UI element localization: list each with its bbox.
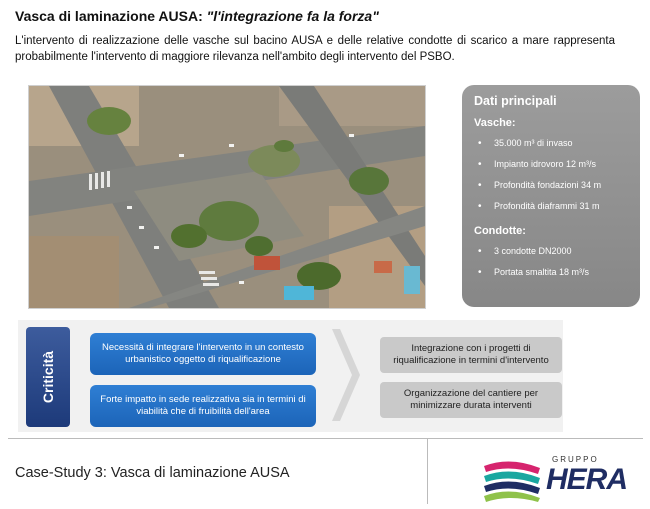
list-item: • 3 condotte DN2000 — [472, 241, 630, 262]
logo-hera-text: HERA — [546, 463, 628, 496]
title-main: Vasca di laminazione AUSA: — [15, 8, 203, 24]
list-item: • Impianto idrovoro 12 m³/s — [472, 154, 630, 175]
panel-title: Dati principali — [474, 94, 557, 108]
list-item: • Profondità fondazioni 34 m — [472, 175, 630, 196]
section-heading-condotte: Condotte: — [474, 225, 526, 237]
criticita-label — [26, 327, 70, 427]
vasche-list — [472, 133, 630, 217]
list-item: • Portata smaltita 18 m³/s — [472, 262, 630, 283]
aerial-photo-illustration — [29, 86, 425, 308]
title-quote: "l'integrazione fa la forza" — [206, 8, 379, 24]
problem-box-impact: Forte impatto in sede realizzativa sia in termini di viabilità che di fruibilità dell'area — [90, 385, 316, 427]
condotte-list — [472, 241, 630, 283]
solution-box-organization: Organizzazione del cantiere per minimizzare durata interventi — [380, 382, 562, 418]
list-item: • 35.000 m³ di invaso — [472, 133, 630, 154]
chevron-right-icon — [332, 329, 360, 421]
footer-divider — [8, 438, 643, 439]
list-item: • Profondità diaframmi 31 m — [472, 196, 630, 217]
aerial-photo — [28, 85, 426, 309]
solution-box-integration: Integrazione con i progetti di riqualificazione in termini d'intervento — [380, 337, 562, 373]
criticita-label-text: Criticità — [40, 350, 56, 404]
footer-vertical-divider — [427, 438, 428, 504]
logo-gruppo-text: GRUPPO — [552, 455, 599, 464]
page-title — [15, 8, 379, 24]
section-heading-vasche: Vasche: — [474, 117, 516, 129]
main-data-panel — [462, 85, 640, 307]
case-study-caption: Case-Study 3: Vasca di laminazione AUSA — [15, 465, 290, 481]
problem-box-urban: Necessità di integrare l'intervento in un contesto urbanistico oggetto di riqualificazione — [90, 333, 316, 375]
intro-text: L'intervento di realizzazione delle vasche sul bacino AUSA e delle relative condotte di scarico a mare rappresenta probabilmente l'intervento di maggiore rilevanza nell'ambito degli intervento del PSBO. — [15, 35, 615, 63]
